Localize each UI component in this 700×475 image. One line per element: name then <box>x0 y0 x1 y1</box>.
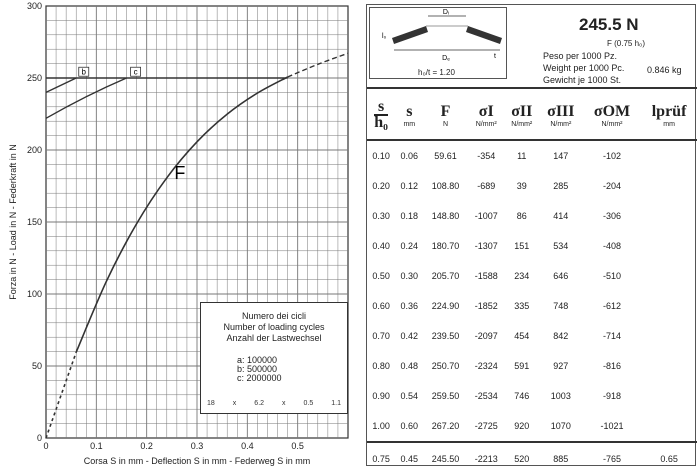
table-cell <box>641 291 697 321</box>
table-cell: 267.20 <box>431 421 460 431</box>
table-cell: 224.90 <box>431 301 460 311</box>
disc-spring-drawing <box>370 8 506 66</box>
table-cell: 148.80 <box>431 211 460 221</box>
table-cell: -714 <box>602 331 621 341</box>
table-cell: 746 <box>514 391 530 401</box>
table-cell: 147 <box>553 151 569 161</box>
weight-value: 0.846 kg <box>647 65 682 75</box>
table-cell: -1588 <box>474 271 498 281</box>
table-cell <box>641 261 697 291</box>
table-cell: 0.36 <box>400 301 419 311</box>
table-cell: -816 <box>602 361 621 371</box>
formula-t: 0.5 <box>303 400 314 407</box>
table-row <box>367 291 697 321</box>
table-cell <box>641 381 697 411</box>
weight-label: Weight per 1000 Pc. <box>543 63 625 73</box>
table-cell <box>641 140 697 171</box>
table-cell: -2725 <box>474 421 498 431</box>
table-cell: 86 <box>516 211 527 221</box>
table-cell: 250.70 <box>431 361 460 371</box>
legend-line-en: Number of loading cycles <box>223 322 325 332</box>
table-cell: 11 <box>517 151 527 161</box>
peso-label: Peso per 1000 Pz. <box>543 51 618 61</box>
y-tick-label: 100 <box>26 289 42 299</box>
table-cell: 0.54 <box>400 391 419 401</box>
table-cell: 0.45 <box>395 442 423 475</box>
t-label: t <box>494 53 496 60</box>
table-cell: -2213 <box>468 442 505 475</box>
table-cell: -918 <box>602 391 621 401</box>
formula-lo: 1.1 <box>331 400 341 407</box>
col-s-h0: $\frac{s}{\text{h₀}}$ <box>367 91 395 140</box>
table-cell <box>641 321 697 351</box>
table-cell: -1007 <box>474 211 498 221</box>
spring-data-panel <box>366 4 696 466</box>
table-cell: -2097 <box>474 331 498 341</box>
spring-values-table <box>367 91 697 475</box>
table-cell: 0.90 <box>372 391 390 401</box>
table-cell: 245.50 <box>423 442 467 475</box>
table-cell: 0.65 <box>641 442 697 475</box>
col-f: F N <box>423 91 467 140</box>
table-cell: 335 <box>514 301 530 311</box>
cycles-a: a: 100000 <box>237 355 278 365</box>
y-tick-label: 250 <box>26 73 42 83</box>
table-cell: 0.30 <box>400 271 419 281</box>
table-cell: 920 <box>514 421 530 431</box>
table-cell: -204 <box>602 181 621 191</box>
formula-di: 6.2 <box>254 400 265 407</box>
table-row <box>367 261 697 291</box>
table-cell: -689 <box>477 181 496 191</box>
table-row <box>367 171 697 201</box>
x-tick-label: 0.1 <box>90 441 103 451</box>
table-cell <box>641 411 697 442</box>
table-row <box>367 321 697 351</box>
col-s: s mm <box>395 91 423 140</box>
di-label: Dᵢ <box>442 9 450 16</box>
table-cell: 842 <box>553 331 569 341</box>
table-cell: 0.42 <box>400 331 419 341</box>
table-cell: 534 <box>553 241 569 251</box>
x-tick-label: 0.4 <box>241 441 254 451</box>
table-cell: 646 <box>553 271 569 281</box>
table-cell: -510 <box>602 271 621 281</box>
table-body <box>367 140 697 475</box>
table-cell: 0.40 <box>372 241 390 251</box>
box-label-text-c: c <box>133 67 138 77</box>
table-cell: 0.24 <box>400 241 419 251</box>
x-tick-label: 0.2 <box>140 441 153 451</box>
table-cell: 259.50 <box>431 391 460 401</box>
table-cell: 1070 <box>550 421 571 431</box>
legend-line-de: Anzahl der Lastwechsel <box>226 333 322 343</box>
table-header-row <box>367 91 697 140</box>
table-cell <box>641 231 697 261</box>
col-sigma-i: σI N/mm² <box>468 91 505 140</box>
gewicht-label: Gewicht je 1000 St. <box>543 75 622 85</box>
table-cell: 0.80 <box>372 361 390 371</box>
table-cell: 454 <box>514 331 530 341</box>
x-tick-label: 0.3 <box>190 441 204 451</box>
table-cell: 0.30 <box>372 211 390 221</box>
y-tick-label: 200 <box>26 145 42 155</box>
table-row <box>367 231 697 261</box>
table-cell: 239.50 <box>431 331 460 341</box>
table-cell: 285 <box>553 181 569 191</box>
table-cell: -612 <box>602 301 621 311</box>
table-cell: -2324 <box>474 361 498 371</box>
table-cell <box>641 171 697 201</box>
lo-label: l₀ <box>382 33 387 40</box>
y-tick-label: 50 <box>31 361 42 371</box>
table-cell: 591 <box>514 361 530 371</box>
de-label: Dₑ <box>442 55 450 62</box>
legend-formula <box>207 398 341 409</box>
cycles-c: c: 2000000 <box>237 373 282 383</box>
table-cell: 520 <box>505 442 539 475</box>
table-cell: -408 <box>602 241 621 251</box>
table-cell: 0.50 <box>372 271 390 281</box>
col-l-pruef: lprüf mm <box>641 91 697 140</box>
table-cell: 1.00 <box>372 421 390 431</box>
formula-de: 18 <box>207 400 215 407</box>
table-cell: 0.70 <box>372 331 390 341</box>
table-cell: 151 <box>514 241 530 251</box>
table-row <box>367 201 697 231</box>
table-cell: -354 <box>477 151 496 161</box>
legend-line-it: Numero dei cicli <box>241 311 307 321</box>
table-cell: -2534 <box>474 391 498 401</box>
table-cell: -1852 <box>474 301 498 311</box>
box-label-text-b: b <box>81 67 86 77</box>
table-cell: 748 <box>553 301 569 311</box>
table-cell: 0.06 <box>400 151 419 161</box>
table-cell: 0.75 <box>367 442 395 475</box>
table-cell: -765 <box>583 442 641 475</box>
curve-label-f: F <box>174 162 186 183</box>
table-cell: 0.60 <box>372 301 390 311</box>
y-tick-label: 150 <box>26 217 42 227</box>
x-tick-label: 0 <box>43 441 49 451</box>
spring-cross-section-diagram <box>369 7 507 79</box>
table-cell <box>641 201 697 231</box>
table-cell: 0.18 <box>400 211 419 221</box>
loading-cycles-legend <box>200 302 348 414</box>
table-row <box>367 140 697 171</box>
y-tick-label: 300 <box>26 1 42 11</box>
col-sigma-ii: σII N/mm² <box>505 91 539 140</box>
table-cell: -306 <box>602 211 621 221</box>
table-cell: 414 <box>553 211 569 221</box>
table-cell: 927 <box>553 361 569 371</box>
table-cell: -1307 <box>474 241 498 251</box>
table-cell: 0.12 <box>400 181 419 191</box>
x-tick-label: 0.5 <box>291 441 304 451</box>
y-axis-label: Forza in N - Load in N - Federkraft in N <box>8 144 18 300</box>
table-cell: 0.48 <box>400 361 419 371</box>
col-sigma-iii: σIII N/mm² <box>539 91 583 140</box>
spring-spec-header <box>367 5 697 89</box>
table-row <box>367 381 697 411</box>
formula-x1: x <box>232 400 237 407</box>
col-sigma-om: σOM N/mm² <box>583 91 641 140</box>
table-cell: 108.80 <box>431 181 460 191</box>
table-cell: 885 <box>539 442 583 475</box>
formula-x2: x <box>282 400 286 407</box>
table-cell: 1003 <box>550 391 571 401</box>
table-cell: 234 <box>514 271 530 281</box>
nominal-force: 245.5 N <box>579 15 639 34</box>
table-cell: 180.70 <box>431 241 460 251</box>
force-note: F (0.75 h₀) <box>607 39 645 48</box>
table-cell: 59.61 <box>434 151 457 161</box>
table-summary-row <box>367 442 697 475</box>
table-row <box>367 411 697 442</box>
table-row <box>367 351 697 381</box>
table-cell: 39 <box>516 181 527 191</box>
ht-ratio: h₀/t = 1.20 <box>418 68 455 77</box>
x-axis-label: Corsa S in mm - Deflection S in mm - Federweg S in mm <box>83 456 311 466</box>
y-tick-label: 0 <box>36 433 42 443</box>
table-cell: 0.60 <box>400 421 419 431</box>
table-cell: 0.10 <box>372 151 390 161</box>
table-cell: -1021 <box>600 421 624 431</box>
table-cell: 0.20 <box>372 181 390 191</box>
cycles-b: b: 500000 <box>237 364 278 374</box>
table-cell: 205.70 <box>431 271 460 281</box>
table-cell <box>641 351 697 381</box>
table-cell: -102 <box>602 151 621 161</box>
